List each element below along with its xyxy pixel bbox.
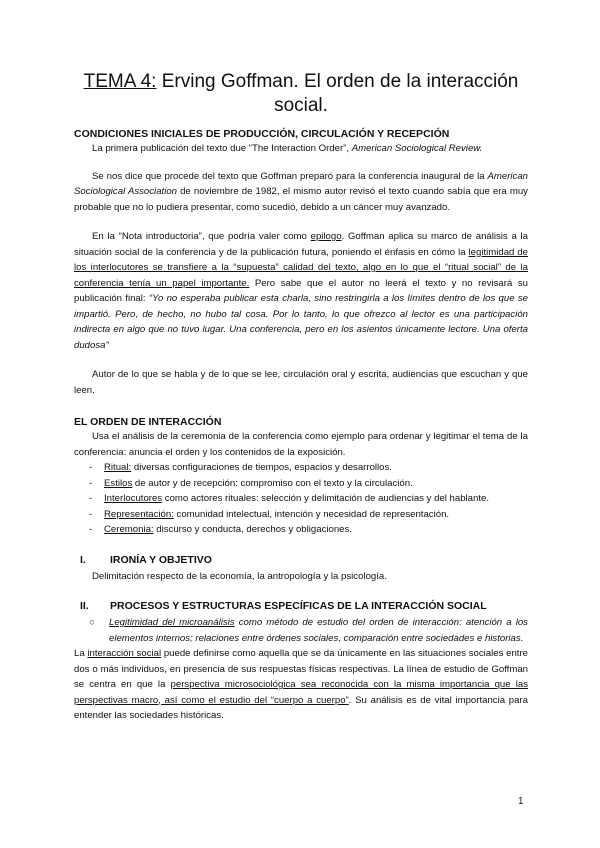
list-item: - Estilos de autor y de recepción: compromiso con el texto y la circulación. bbox=[74, 476, 528, 492]
section-heading-irony: I. IRONÍA Y OBJETIVO bbox=[80, 553, 212, 566]
paragraph-interaction: La interacción social puede definirse como aquella que se da únicamente en las situaciones sociales entre dos o más individuos, en presencia de sus respuestas físicas respectivas. La línea de estudio de Goffman se centra en que la perspectiva microsociológica sea reconocida con la misma importancia que las perspectivas macro, así como el estudio del “cuerpo a cuerpo”. Su análisis es de vital importancia para entender las sociedades históricas. bbox=[74, 648, 528, 721]
title-number: TEMA 4: bbox=[83, 71, 157, 92]
page-number: 1 bbox=[518, 796, 524, 807]
list-item: - Ceremonia: discurso y conducta, derechos y obligaciones. bbox=[74, 522, 528, 538]
intro-paragraph: La primera publicación del texto due “The Interaction Order”, American Sociological Review. bbox=[92, 143, 483, 154]
list-item: - Representación: comunidad intelectual, intención y necesidad de representación. bbox=[74, 507, 528, 523]
section-heading-order: EL ORDEN DE INTERACCIÓN bbox=[74, 416, 222, 428]
list-item: - Ritual: diversas configuraciones de tiempos, espacios y desarrollos. bbox=[74, 460, 528, 476]
paragraph-origin: Se nos dice que procede del texto que Goffman preparó para la conferencia inaugural de la American Sociological Association de noviembre de 1982, el mismo autor revisó el texto cuando sabía que era muy probable que no lo pudiera presentar, como sucedió, debido a un cáncer muy avanzado. bbox=[74, 170, 528, 213]
page-title bbox=[74, 70, 528, 118]
list-item: - Interlocutores como actores rituales: selección y delimitación de audiencias y del hablante. bbox=[74, 491, 528, 507]
paragraph-author: Autor de lo que se habla y de lo que se lee, circulación oral y escrita, audiencias que escuchan y que leen. bbox=[74, 369, 528, 396]
title-text: Erving Goffman. El orden de la interacción social. bbox=[156, 71, 519, 116]
document-page bbox=[74, 70, 528, 724]
paragraph-intro-note: En la “Nota introductoria”, que podría valer como epilogo. Goffman aplica su marco de análisis a la situación social de la conferencia y de la publicación futura, poniendo el énfasis en cómo la legitimidad de los interlocutores se transfiere a la “supuesta” calidad del texto, algo en lo que el “ritual social” de la conferencia tenía un papel importante. Pero sabe que el autor no leerá el texto y no revisará su publicación final: “Yo no esperaba publicar esta charla, sino restringirla a los límites dentro de los que se impartió. Pero, de hecho, no hubo tal cosa. Por lo tanto, lo que ofrezco al lector es una participación indirecta en algo que no tuvo lugar. Una conferencia, pero en los asientos únicamente lectore. Una oferta dudosa” bbox=[74, 231, 529, 351]
circle-bullet-icon: ○ bbox=[89, 617, 95, 628]
circle-list-item: ○ Legitimidad del microanálisis como método de estudio del orden de interacción: atención a los elementos internos; relaciones entre órdenes sociales, comparación entre sociedades e historias. bbox=[74, 615, 528, 646]
paragraph-irony: Delimitación respecto de la economía, la antropología y la psicología. bbox=[92, 570, 387, 582]
section-heading-processes: II. PROCESOS Y ESTRUCTURAS ESPECÍFICAS DE LA INTERACCIÓN SOCIAL bbox=[80, 600, 487, 612]
order-list bbox=[74, 460, 528, 538]
section-heading-conditions: CONDICIONES INICIALES DE PRODUCCIÓN, CIRCULACIÓN Y RECEPCIÓN bbox=[74, 128, 450, 140]
paragraph-order: Usa el análisis de la ceremonia de la conferencia como ejemplo para ordenar y legitimar el tema de la conferencia: anuncia el orden y los contenidos de la exposición. bbox=[74, 431, 528, 458]
